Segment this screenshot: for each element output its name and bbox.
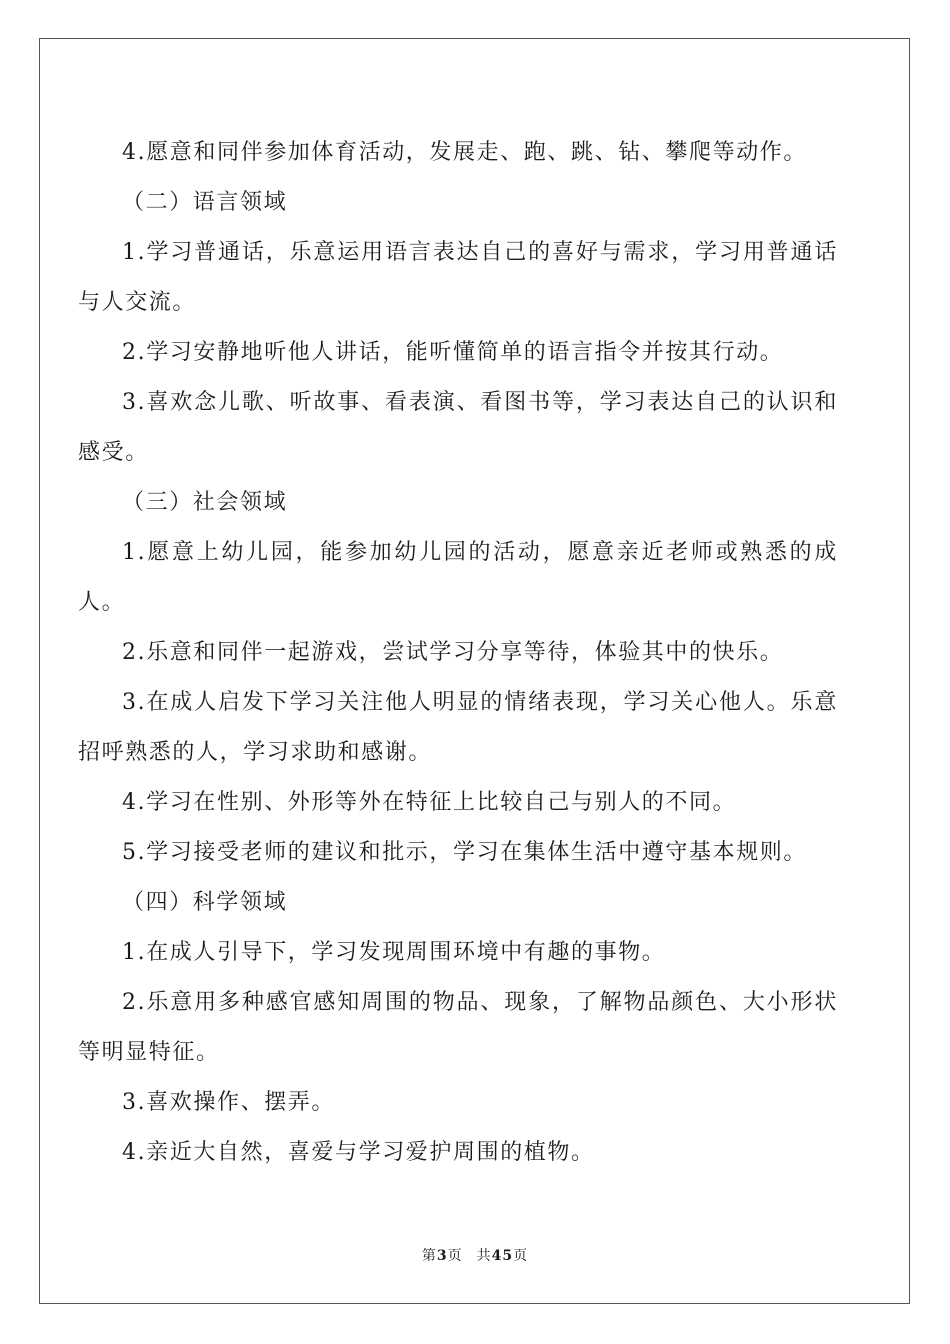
section-heading: （三）社会领域 <box>122 490 288 515</box>
paragraph: 4.愿意和同伴参加体育活动，发展走、跑、跳、钻、攀爬等动作。 <box>122 140 807 165</box>
paragraph: 2.乐意和同伴一起游戏，尝试学习分享等待，体验其中的快乐。 <box>122 640 784 665</box>
paragraph: 1.愿意上幼儿园，能参加幼儿园的活动，愿意亲近老师或熟悉的成人。 <box>78 540 838 615</box>
page-prefix: 第 <box>421 1248 437 1264</box>
total-prefix: 共 <box>476 1248 492 1264</box>
paragraph: 5.学习接受老师的建议和批示，学习在集体生活中遵守基本规则。 <box>122 840 807 865</box>
section-heading: （二）语言领域 <box>122 190 288 215</box>
paragraph: 4.学习在性别、外形等外在特征上比较自己与别人的不同。 <box>122 790 737 815</box>
paragraph: 1.在成人引导下，学习发现周围环境中有趣的事物。 <box>122 940 666 965</box>
document-body <box>78 128 838 1178</box>
paragraph: 1.学习普通话，乐意运用语言表达自己的喜好与需求，学习用普通话与人交流。 <box>78 240 838 315</box>
paragraph: 3.喜欢操作、摆弄。 <box>122 1090 335 1115</box>
paragraph: 3.在成人启发下学习关注他人明显的情绪表现，学习关心他人。乐意招呼熟悉的人，学习求助和感谢。 <box>78 690 838 765</box>
paragraph: 2.乐意用多种感官感知周围的物品、现象，了解物品颜色、大小形状等明显特征。 <box>78 990 838 1065</box>
paragraph: 4.亲近大自然，喜爱与学习爱护周围的植物。 <box>122 1140 595 1165</box>
page-suffix: 页 <box>447 1248 463 1264</box>
paragraph: 2.学习安静地听他人讲话，能听懂简单的语言指令并按其行动。 <box>122 340 784 365</box>
total-pages: 45 <box>491 1248 514 1264</box>
page-footer <box>0 1245 950 1265</box>
paragraph: 3.喜欢念儿歌、听故事、看表演、看图书等，学习表达自己的认识和感受。 <box>78 390 838 465</box>
section-heading: （四）科学领域 <box>122 890 288 915</box>
total-suffix: 页 <box>513 1248 529 1264</box>
page-number: 3 <box>436 1248 448 1264</box>
